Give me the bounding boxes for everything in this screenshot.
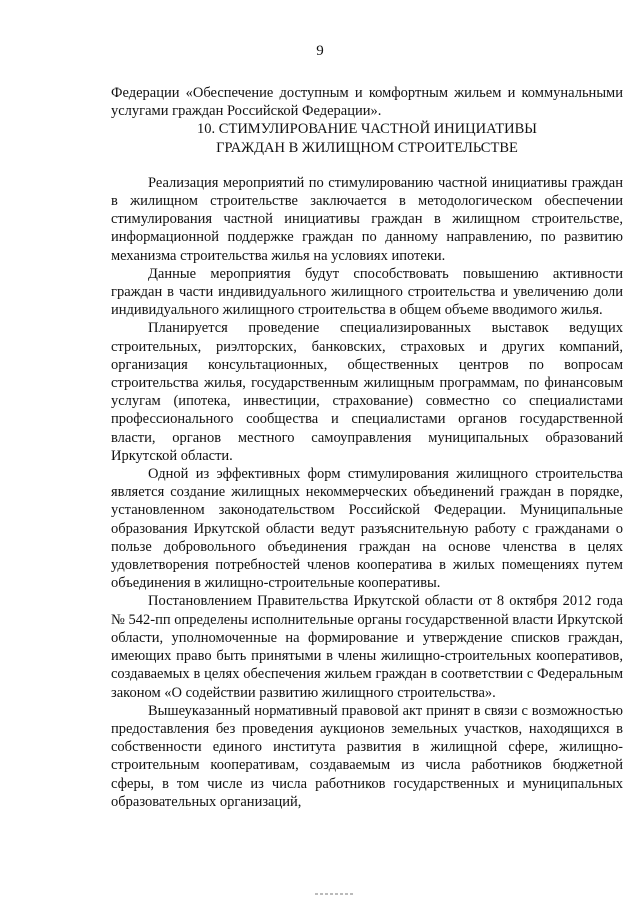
section-heading-line-2: ГРАЖДАН В ЖИЛИЩНОМ СТРОИТЕЛЬСТВЕ <box>216 139 518 156</box>
body-paragraph: Реализация мероприятий по стимулированию частной инициативы граждан в жилищном строительстве заключается в методологическом обеспечении стимулирования частной инициативы граждан в жилищном строительстве, информационной поддержке граждан по данному направлению, по развитию механизма строительства жилья на условиях ипотеки. <box>111 174 623 264</box>
body-paragraph: Вышеуказанный нормативный правовой акт принят в связи с возможностью предоставления без проведения аукционов земельных участков, находящихся в собственности единого института развития в жилищной сфере, жилищно-строительным кооперативам, создаваемым из числа работников бюджетной сферы, в том числе из числа работников государственных и муниципальных образовательных организаций, <box>111 702 623 810</box>
body-paragraph: Данные мероприятия будут способствовать повышению активности граждан в части индивидуального жилищного строительства и увеличению доли индивидуального жилищного строительства в общем объеме вводимого жилья. <box>111 265 623 319</box>
body-paragraph: Одной из эффективных форм стимулирования жилищного строительства является создание жилищных некоммерческих объединений граждан в порядке, установленном законодательством Российской Федерации. Муниципальные образования Иркутской области ведут разъяснительную работу с гражданами о пользе добровольного объединения граждан на основе членства в целях удовлетворения потребностей членов кооператива в жилых помещениях путем объединения в жилищно-строительные кооперативы. <box>111 466 623 592</box>
body-paragraph: Планируется проведение специализированных выставок ведущих строительных, риэлторских, банковских, страховых и других компаний, организация консультационных, общественных центров по вопросам строительства жилья, государственным жилищным программам, по финансовым услугам (ипотека, инвестиции, страхование) совместно со специалистами профессионального сообщества и специалистами органов государственной власти, органов местного самоуправления муниципальных образований Иркутской области. <box>111 320 623 464</box>
body-paragraph: Постановлением Правительства Иркутской области от 8 октября 2012 года № 542-пп определены исполнительные органы государственной власти Иркутской области, уполномоченные на формирование и утверждение списков граждан, имеющих право быть принятыми в члены жилищно-строительных кооперативов, создаваемых в целях обеспечения жильем граждан в соответствии с Федеральным законом «О содействии развитию жилищного строительства». <box>111 593 623 701</box>
lead-paragraph: Федерации «Обеспечение доступным и комфортным жильем и коммунальными услугами граждан Российской Федерации». <box>111 85 623 120</box>
scan-artifact <box>315 893 355 895</box>
document-body <box>111 84 623 811</box>
section-heading-line-1: 10. СТИМУЛИРОВАНИЕ ЧАСТНОЙ ИНИЦИАТИВЫ <box>197 121 537 138</box>
section-heading <box>111 120 623 156</box>
page-number: 9 <box>316 43 324 59</box>
heading-spacer <box>111 157 623 174</box>
